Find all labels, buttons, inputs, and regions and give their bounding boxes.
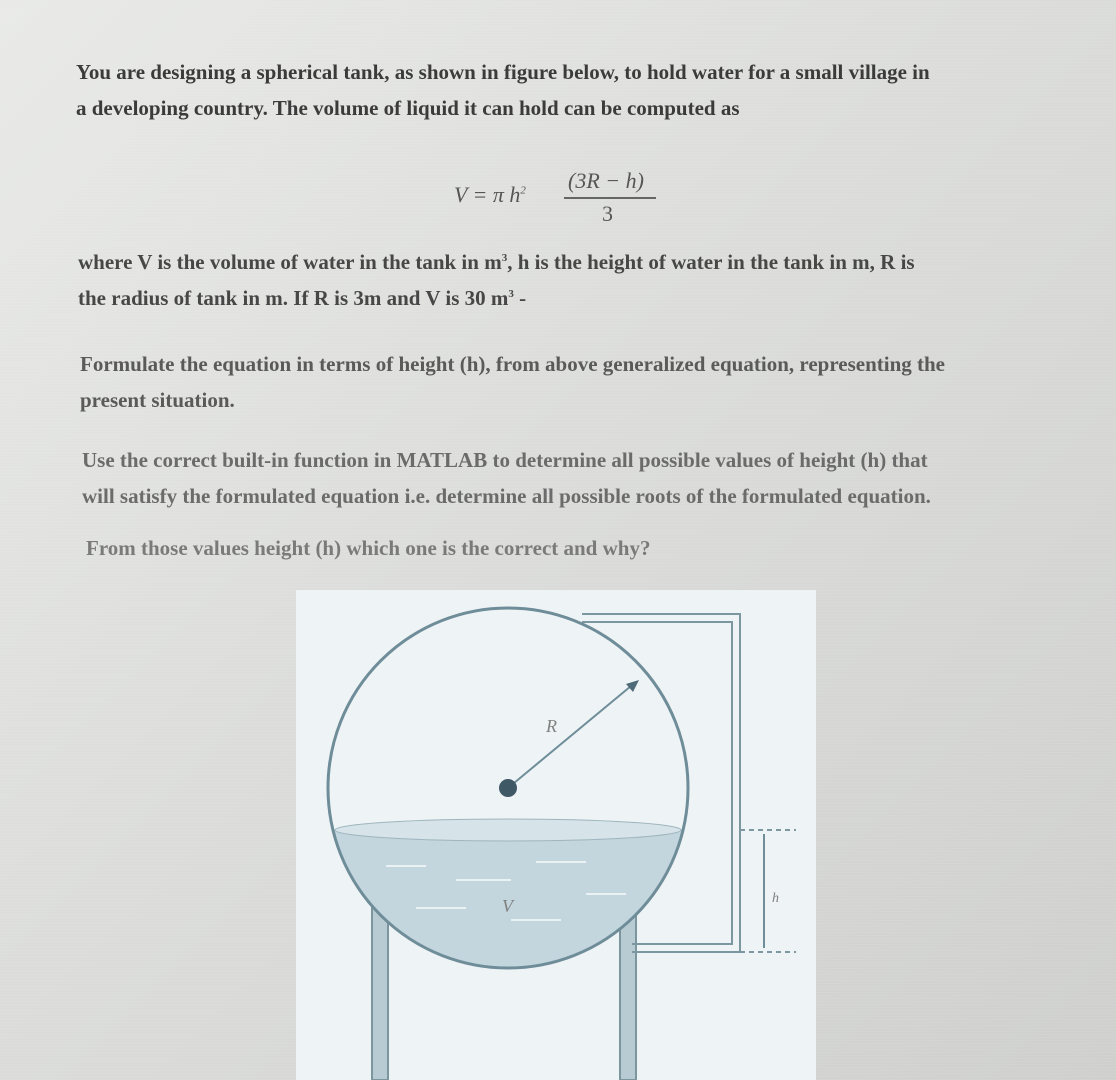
definitions-line-2a: the radius of tank in m. If R is 3m and V is 30 m bbox=[78, 286, 509, 310]
radius-label: R bbox=[546, 716, 557, 736]
equation-numerator: (3R − h) bbox=[568, 168, 644, 193]
intro-line-1: You are designing a spherical tank, as shown in figure below, to hold water for a small village in bbox=[76, 60, 930, 84]
tank-leg-right bbox=[620, 908, 636, 1080]
task-formulate-line-1: Formulate the equation in terms of height (h), from above generalized equation, representing the bbox=[80, 352, 945, 376]
water-surface bbox=[335, 819, 681, 841]
task-matlab-line-2: will satisfy the formulated equation i.e. determine all possible roots of the formulated equation. bbox=[82, 484, 931, 508]
definitions-line-1a: where V is the volume of water in the tank in m bbox=[78, 250, 502, 274]
intro-line-2: a developing country. The volume of liquid it can hold can be computed as bbox=[76, 96, 740, 120]
task-correct-root-line: From those values height (h) which one is the correct and why? bbox=[86, 536, 651, 560]
task-correct-root bbox=[86, 530, 786, 566]
task-formulate-line-2: present situation. bbox=[80, 388, 235, 412]
definitions-line-1b: , h is the height of water in the tank in m, R is bbox=[507, 250, 915, 274]
intro-paragraph bbox=[76, 54, 1056, 126]
equation-lhs: V = π h bbox=[454, 182, 521, 207]
tank-leg-left bbox=[372, 908, 388, 1080]
tank-center-dot bbox=[499, 779, 517, 797]
unit-exponent-1: 3 bbox=[501, 252, 508, 264]
volume-label: V bbox=[502, 896, 513, 916]
unit-exponent-2: 3 bbox=[508, 288, 514, 300]
definitions-paragraph bbox=[78, 244, 1038, 316]
fraction-bar bbox=[564, 197, 656, 199]
task-formulate bbox=[80, 346, 1030, 418]
spherical-tank-figure bbox=[296, 590, 816, 1080]
task-matlab bbox=[82, 442, 1027, 514]
height-label: h bbox=[772, 891, 779, 906]
equation-denominator: 3 bbox=[602, 201, 613, 226]
volume-equation bbox=[454, 168, 694, 228]
definitions-line-2b: - bbox=[513, 286, 527, 310]
equation-lhs-exponent: 2 bbox=[520, 184, 526, 197]
task-matlab-line-1: Use the correct built-in function in MATLAB to determine all possible values of height (h) that bbox=[82, 448, 928, 472]
